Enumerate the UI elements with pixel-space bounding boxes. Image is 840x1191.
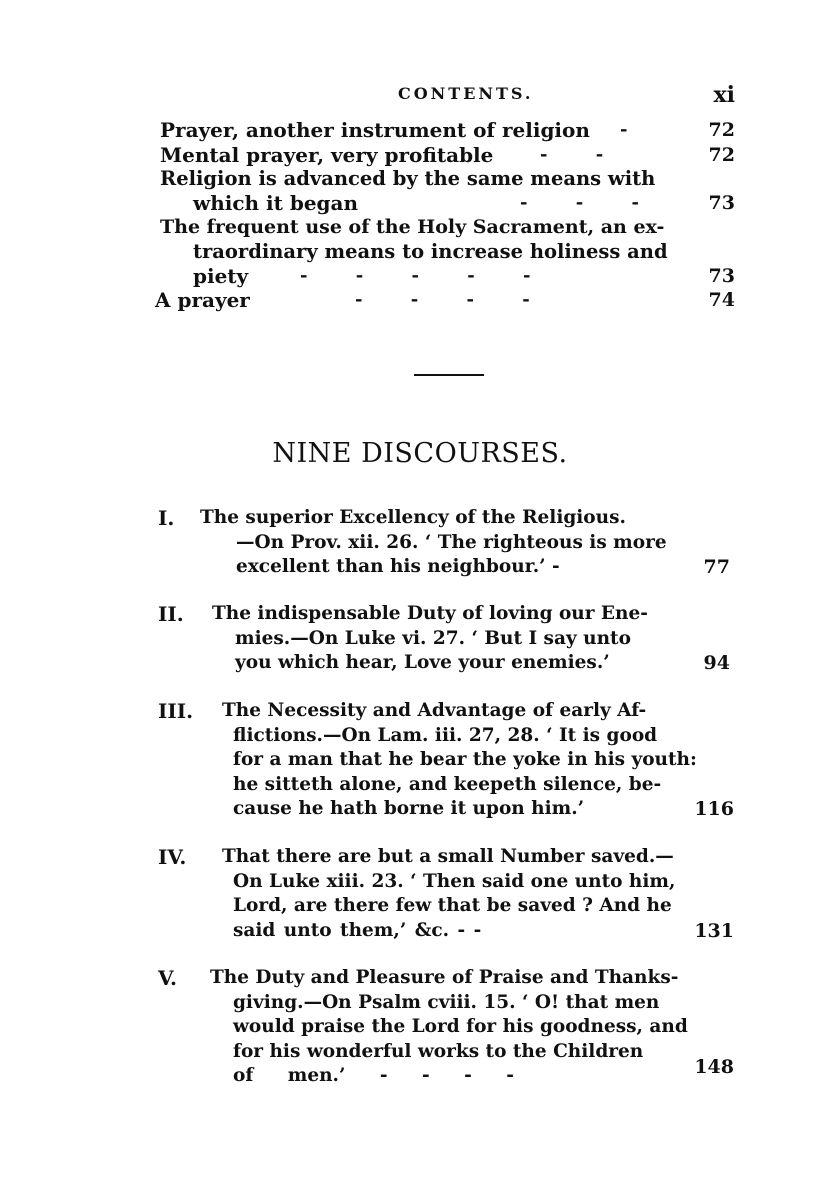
section-title: NINE DISCOURSES.	[272, 438, 568, 469]
toc-page-number: 72	[708, 119, 735, 141]
toc-line: piety	[193, 264, 249, 288]
discourse-entry-text	[200, 506, 667, 580]
section-divider-rule	[414, 374, 484, 376]
toc-line: The frequent use of the Holy Sacrament, an ex-	[160, 216, 665, 238]
discourse-line: The Necessity and Advantage of early Af-	[222, 700, 647, 721]
toc-leader: - - - - -	[300, 265, 531, 286]
discourse-entry-text	[222, 845, 675, 943]
discourse-page-number: 94	[703, 652, 730, 674]
discourse-line: flictions.—On Lam. iii. 27, 28. ‘ It is good	[233, 724, 658, 746]
toc-leader: - -	[540, 144, 604, 165]
discourse-line: The indispensable Duty of loving our Ene-	[212, 603, 648, 624]
running-head-title: CONTENTS.	[398, 84, 534, 103]
discourse-line: said unto them,’ &c. - -	[233, 919, 482, 941]
toc-page-number: 73	[708, 192, 735, 214]
discourse-line: for his wonderful works to the Children	[233, 1040, 644, 1062]
toc-line: which it began	[193, 191, 359, 215]
toc-leader: - - -	[520, 192, 639, 213]
discourse-numeral: V.	[158, 966, 177, 990]
discourse-numeral: III.	[158, 699, 194, 723]
discourse-line: mies.—On Luke vi. 27. ‘ But I say unto	[235, 627, 631, 649]
discourse-entry-text	[212, 602, 648, 676]
discourse-line: cause he hath borne it upon him.’	[233, 798, 585, 819]
toc-leader: - - - -	[355, 289, 530, 310]
discourse-line: The Duty and Pleasure of Praise and Thanks-	[210, 967, 679, 988]
page-folio: xi	[713, 82, 735, 108]
discourse-line: would praise the Lord for his goodness, and	[233, 1016, 688, 1037]
discourse-line: he sitteth alone, and keepeth silence, be-	[233, 773, 662, 795]
discourse-line: On Luke xiii. 23. ‘ Then said one unto him,	[233, 870, 676, 892]
toc-line: Mental prayer, very profitable	[160, 143, 494, 167]
discourse-line: of men.’ - - - -	[233, 1065, 514, 1086]
discourse-page-number: 116	[694, 798, 734, 820]
toc-line: traordinary means to increase holiness and	[193, 240, 668, 263]
discourse-numeral: IV.	[158, 845, 187, 869]
running-head	[160, 82, 735, 112]
toc-leader: -	[620, 119, 628, 140]
discourse-page-number: 131	[694, 920, 734, 942]
toc-line: Religion is advanced by the same means with	[160, 167, 656, 190]
toc-page-number: 72	[708, 144, 735, 166]
discourse-line: for a man that he bear the yoke in his youth:	[233, 749, 697, 770]
discourse-page-number: 77	[703, 556, 730, 578]
discourse-page-number: 148	[694, 1056, 734, 1078]
toc-line: A prayer	[155, 288, 250, 312]
discourse-line: Lord, are there few that be saved ? And he	[233, 895, 672, 916]
discourse-line: you which hear, Love your enemies.’	[235, 652, 610, 673]
discourse-entry-text	[222, 699, 697, 822]
discourse-numeral: I.	[158, 506, 175, 530]
discourse-numeral: II.	[158, 602, 184, 626]
discourse-line: excellent than his neighbour.’ -	[236, 556, 560, 577]
toc-page-number: 73	[708, 265, 735, 287]
toc-page-number: 74	[708, 289, 735, 311]
toc-line: Prayer, another instrument of religion	[160, 118, 590, 142]
discourse-line: —On Prov. xii. 26. ‘ The righteous is more	[236, 531, 667, 553]
discourse-line: giving.—On Psalm cviii. 15. ‘ O! that men	[233, 991, 660, 1013]
discourse-entry-text	[210, 966, 688, 1089]
discourse-line: That there are but a small Number saved.—	[222, 846, 674, 867]
discourse-line: The superior Excellency of the Religious.	[200, 507, 626, 528]
